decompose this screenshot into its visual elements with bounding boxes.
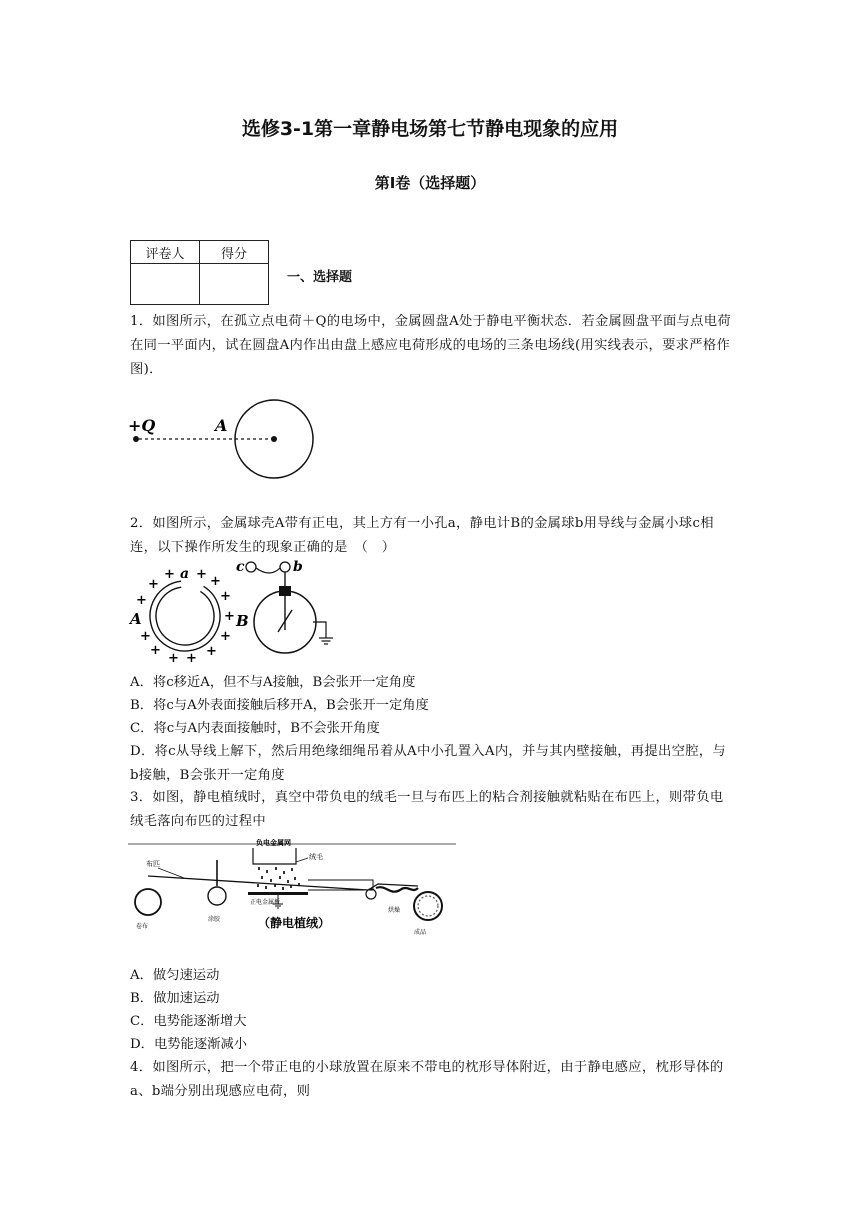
plus-sign: +: [150, 643, 161, 658]
ball-c: [246, 562, 256, 572]
label-neg-mesh: 负电金属网: [256, 838, 291, 847]
plus-sign: +: [220, 629, 231, 644]
plus-sign: +: [220, 589, 231, 604]
question-3-text: 3．如图，静电植绒时，真空中带负电的绒毛一旦与布匹上的粘合剂接触就粘贴在布匹上，则带负电绒毛落向布匹的过程中: [130, 790, 724, 829]
label-flock: 绒毛: [309, 853, 323, 861]
point-charge: [133, 436, 139, 442]
source-roll: [135, 889, 161, 915]
plus-sign: +: [224, 609, 235, 624]
flock-hopper: [253, 848, 296, 864]
question-4-text: 4．如图所示，把一个带正电的小球放置在原来不带电的枕形导体附近，由于静电感应，枕形导体的a、b端分别出现感应电荷，则: [130, 1060, 724, 1099]
plus-sign: +: [206, 644, 217, 659]
plus-sign: +: [210, 574, 221, 589]
score-table-header-grader: 评卷人: [131, 241, 200, 264]
plus-sign: +: [196, 567, 207, 582]
question-3-option-b: B．做加速运动: [130, 991, 220, 1006]
question-3-option-a: A．做匀速运动: [130, 968, 220, 983]
question-3-figure: [128, 836, 458, 946]
question-3-option-d: D．电势能逐渐减小: [130, 1037, 248, 1052]
product-roll-inner: [418, 896, 438, 916]
question-2-text: 2．如图所示，金属球壳A带有正电，其上方有一小孔a，静电计B的金属球b用导线与金属小球c相连，以下操作所发生的现象正确的是 （ ）: [130, 516, 714, 555]
shell-label: A: [130, 610, 142, 628]
flocked-cloth: [376, 887, 418, 892]
ball-c-label: c: [236, 559, 245, 575]
ground-icon: [319, 638, 333, 644]
question-2-option-a: A．将c移近A，但不与A接触，B会张开一定角度: [130, 675, 416, 690]
label-glue: 涂胶: [208, 916, 221, 923]
question-1-text: 1．如图所示，在孤立点电荷＋Q的电场中，金属圆盘A处于静电平衡状态．若金属圆盘平面与点电荷在同一平面内，试在圆盘A内作出由盘上感应电荷形成的电场的三条电场线(用实线表示，要求严格作图)．: [130, 314, 731, 377]
question-2-option-d: D．将c从导线上解下，然后用绝缘细绳吊着从A中小孔置入A内，并与其内壁接触，再提出空腔，与b接触，B会张开一定角度: [130, 744, 726, 783]
ball-b: [280, 562, 290, 572]
disk-label: A: [215, 416, 228, 435]
plus-sign: +: [140, 629, 151, 644]
question-3-option-c: C．电势能逐渐增大: [130, 1014, 247, 1029]
question-2-option-b: B．将c与A外表面接触后移开A，B会张开一定角度: [130, 698, 429, 713]
score-table-header-score: 得分: [200, 241, 269, 264]
plus-sign: +: [148, 577, 159, 592]
hole-label: a: [180, 566, 190, 582]
section-heading: 一、选择题: [287, 270, 353, 285]
plus-sign: +: [164, 567, 175, 582]
plus-sign: +: [168, 651, 179, 666]
charge-label: +Q: [128, 416, 156, 435]
question-2-figure: [128, 558, 343, 668]
connecting-wire: [256, 568, 280, 573]
question-2-option-c: C．将c与A内表面接触时，B不会张开角度: [130, 721, 380, 736]
volume-subtitle: 第Ⅰ卷（选择题）: [374, 174, 486, 192]
score-table-cell-grader: [131, 264, 200, 305]
label-dry: 烘燥: [388, 907, 401, 914]
ball-b-label: b: [293, 559, 303, 575]
score-table-cell-score: [200, 264, 269, 305]
plus-sign: +: [186, 651, 197, 666]
page-title: 选修3-1第一章静电场第七节静电现象的应用: [241, 118, 619, 140]
disk-center: [271, 436, 277, 442]
question-1-figure: [125, 395, 325, 485]
plus-sign: +: [136, 593, 147, 608]
label-roll: 卷布: [136, 923, 149, 930]
meter-label: B: [236, 612, 249, 630]
label-pos-plate: 正电金属板: [250, 899, 281, 906]
label-cloth: 布匹: [146, 860, 160, 868]
figure-caption: （静电植绒）: [258, 916, 331, 930]
flock-pointer: [296, 858, 308, 862]
falling-flocks: [257, 867, 300, 890]
glue-roller: [208, 887, 226, 905]
label-product: 成品: [414, 929, 427, 936]
positive-plate: [248, 892, 308, 895]
score-table: [130, 240, 269, 305]
